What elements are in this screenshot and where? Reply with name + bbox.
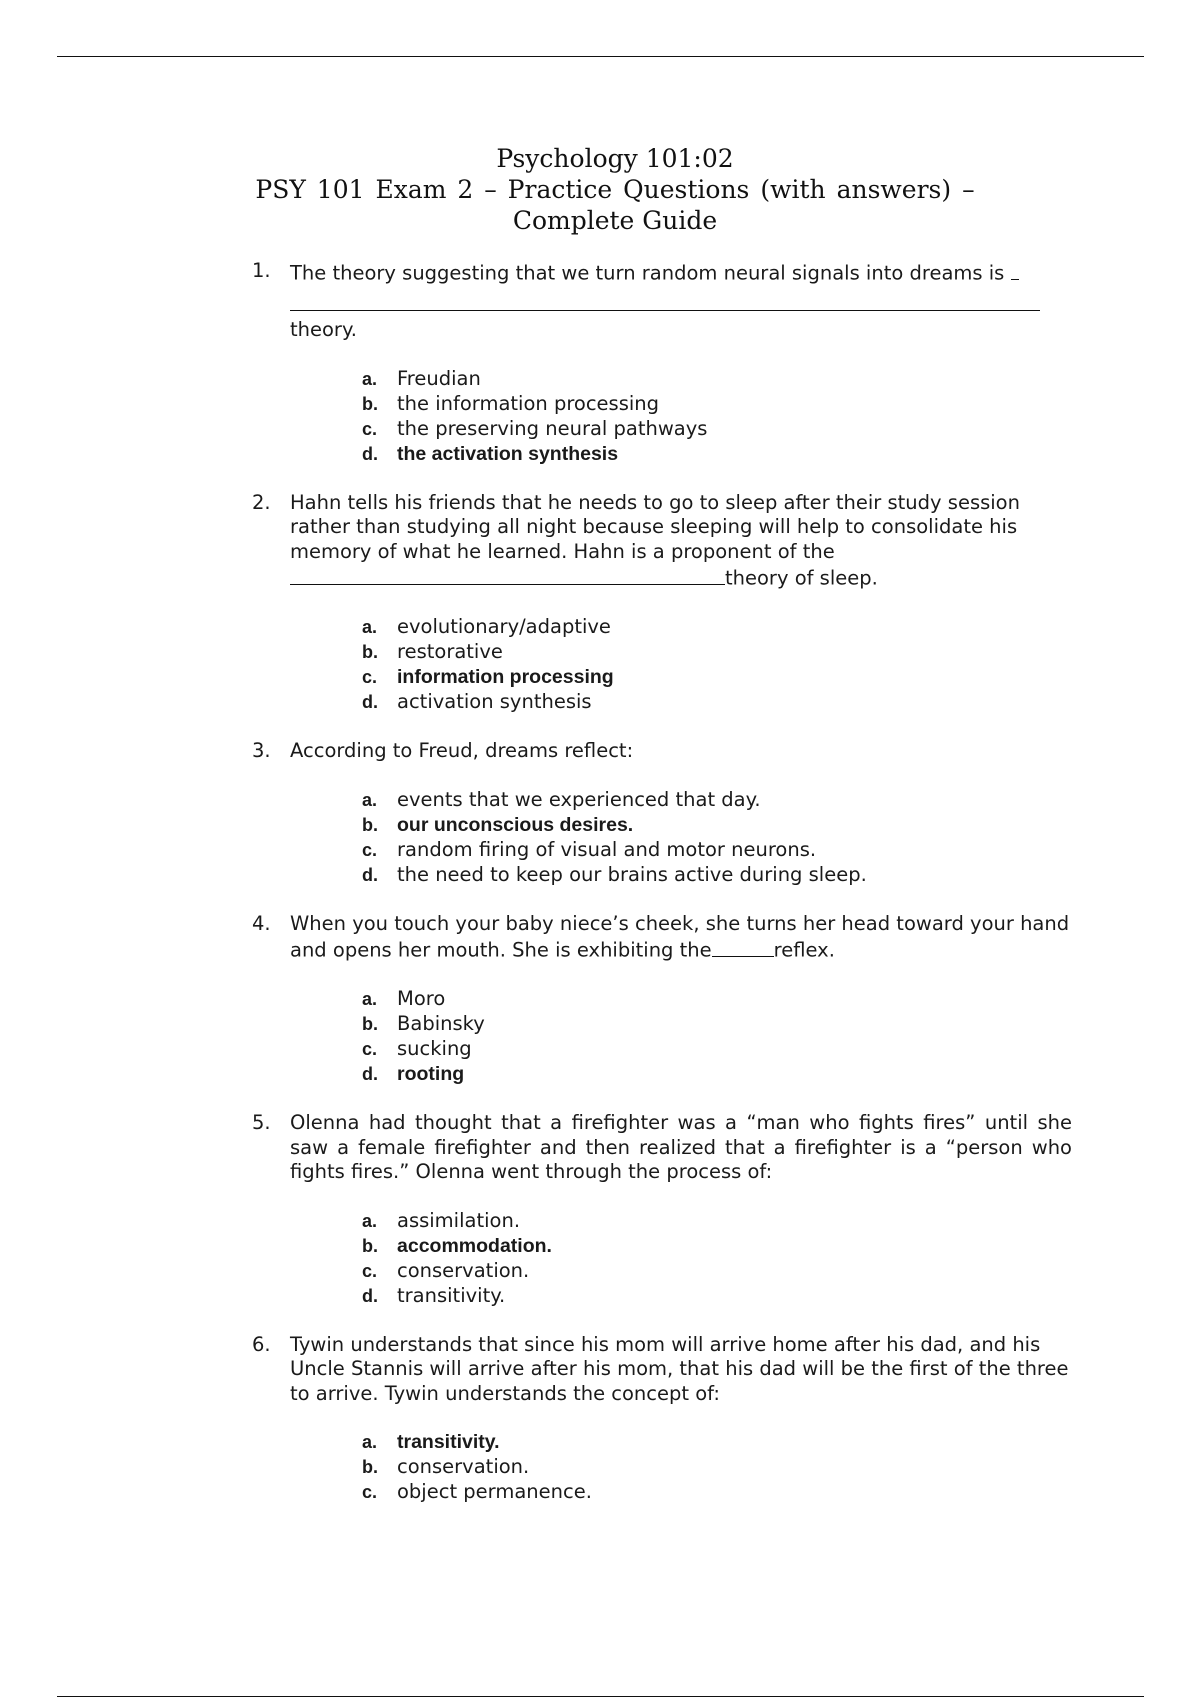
option-text: Moro	[397, 987, 446, 1010]
option-text: restorative	[397, 640, 503, 663]
option-letter: c.	[362, 418, 378, 439]
option-a	[362, 1209, 1072, 1234]
stem-text-end: reflex.	[773, 938, 835, 962]
option-d-correct	[362, 442, 1072, 467]
option-b-correct	[362, 1234, 1072, 1259]
exam-subtitle: Complete Guide	[512, 206, 718, 235]
option-letter: b.	[362, 1014, 378, 1034]
option-list	[290, 987, 1072, 1087]
option-c	[362, 1037, 1072, 1062]
question-stem: Tywin understands that since his mom will arrive home after his dad, and his Uncle Stannis will arrive after his mom, that his dad will be the first of the three to arrive. Tywin understands the concept of:	[290, 1332, 1069, 1405]
question-item	[252, 259, 1072, 467]
option-text: the need to keep our brains active during sleep.	[397, 862, 867, 886]
option-c	[362, 417, 1072, 442]
option-letter: d.	[362, 1064, 378, 1084]
option-list	[290, 367, 1072, 467]
option-text: events that we experienced that day.	[397, 787, 761, 811]
question-stem: Olenna had thought that a firefighter was a “man who fights fires” until she saw a female firefighter and then realized that a firefighter is a “person who fights fires.” Olenna went through the process of:	[290, 1111, 1072, 1183]
question-number: 2.	[252, 490, 271, 514]
option-b	[362, 640, 1072, 665]
option-b-correct	[362, 813, 1072, 838]
question-item	[252, 1333, 1072, 1506]
question-number: 6.	[252, 1332, 271, 1356]
option-a	[362, 367, 1072, 392]
option-a	[362, 615, 1072, 640]
option-text: transitivity.	[397, 1283, 506, 1307]
option-letter: a.	[362, 989, 378, 1009]
option-c	[362, 1480, 1072, 1505]
option-b	[362, 1012, 1072, 1037]
bottom-rule	[57, 1696, 1144, 1697]
stem-text: When you touch your baby niece’s cheek, she turns her head toward your hand and opens her mouth. She is exhibiting the	[290, 911, 1070, 962]
stem-text: Hahn tells his friends that he needs to go to sleep after their study session rather than studying all night because sleeping will help to consolidate his memory of what he learned. Hahn is a proponent of the	[290, 490, 1020, 563]
option-letter: c.	[362, 1260, 378, 1281]
option-b	[362, 1455, 1072, 1480]
option-d	[362, 863, 1072, 888]
option-letter: c.	[362, 1482, 378, 1502]
question-stem	[290, 259, 1072, 343]
option-c-correct	[362, 665, 1072, 690]
option-letter: b.	[362, 393, 378, 414]
question-number: 3.	[252, 739, 271, 762]
option-letter: a.	[362, 368, 378, 389]
option-text: sucking	[397, 1037, 472, 1060]
option-letter: b.	[362, 1235, 378, 1256]
option-letter: a.	[362, 1210, 378, 1231]
top-rule	[57, 56, 1144, 57]
answer-blank	[1011, 259, 1019, 280]
stem-text: The theory suggesting that we turn random neural signals into dreams is	[290, 261, 1005, 285]
option-text: activation synthesis	[397, 690, 592, 713]
option-letter: a.	[362, 617, 378, 637]
question-number: 4.	[252, 911, 271, 935]
question-item	[252, 739, 1072, 888]
question-item	[252, 912, 1072, 1088]
option-text: information processing	[397, 666, 614, 688]
question-item	[252, 491, 1072, 716]
option-letter: b.	[362, 814, 378, 835]
option-d-correct	[362, 1062, 1072, 1087]
option-letter: a.	[362, 789, 378, 810]
page-title	[200, 143, 1030, 236]
option-letter: b.	[362, 642, 378, 662]
question-number: 1.	[252, 259, 271, 282]
option-text: the preserving neural pathways	[397, 416, 708, 440]
option-text: evolutionary/adaptive	[397, 615, 611, 638]
answer-blank	[712, 936, 774, 957]
option-text: our unconscious desires.	[397, 813, 634, 836]
question-stem: According to Freud, dreams reflect:	[290, 739, 634, 762]
option-d	[362, 690, 1072, 715]
option-list	[290, 615, 1072, 715]
option-list	[290, 1209, 1072, 1309]
answer-blank-line	[290, 286, 1040, 311]
option-text: the activation synthesis	[397, 442, 619, 465]
answer-blank	[290, 564, 725, 585]
option-c	[362, 1259, 1072, 1284]
stem-text-end: theory of sleep.	[725, 566, 878, 590]
question-stem	[290, 491, 1072, 592]
option-a-correct	[362, 1430, 1072, 1455]
option-text: Freudian	[397, 366, 481, 390]
exam-title: PSY 101 Exam 2 – Practice Questions (with answers) –	[255, 175, 975, 204]
question-item	[252, 1111, 1072, 1309]
option-text: conservation.	[397, 1258, 530, 1282]
option-a	[362, 788, 1072, 813]
stem-text-end: theory.	[290, 318, 357, 341]
option-letter: d.	[362, 692, 378, 712]
option-a	[362, 987, 1072, 1012]
option-list	[290, 1430, 1072, 1505]
option-text: assimilation.	[397, 1208, 521, 1232]
option-letter: d.	[362, 864, 378, 885]
option-letter: c.	[362, 1039, 378, 1059]
option-c	[362, 838, 1072, 863]
option-text: object permanence.	[397, 1480, 592, 1503]
option-d	[362, 1284, 1072, 1309]
question-stem	[290, 912, 1072, 964]
option-letter: c.	[362, 667, 378, 687]
option-text: rooting	[397, 1063, 465, 1085]
question-number: 5.	[252, 1111, 271, 1134]
option-letter: c.	[362, 839, 378, 860]
option-text: transitivity.	[397, 1431, 500, 1453]
option-text: random firing of visual and motor neurons.	[397, 837, 817, 861]
course-title: Psychology 101:02	[496, 144, 734, 173]
option-letter: d.	[362, 1285, 378, 1306]
option-letter: a.	[362, 1432, 378, 1452]
option-letter: d.	[362, 443, 378, 464]
option-text: conservation.	[397, 1455, 530, 1478]
option-list	[290, 788, 1072, 888]
option-text: accommodation.	[397, 1234, 552, 1257]
option-letter: b.	[362, 1457, 378, 1477]
option-text: Babinsky	[397, 1012, 485, 1035]
question-list	[252, 259, 1072, 1529]
option-text: the information processing	[397, 391, 660, 415]
option-b	[362, 392, 1072, 417]
